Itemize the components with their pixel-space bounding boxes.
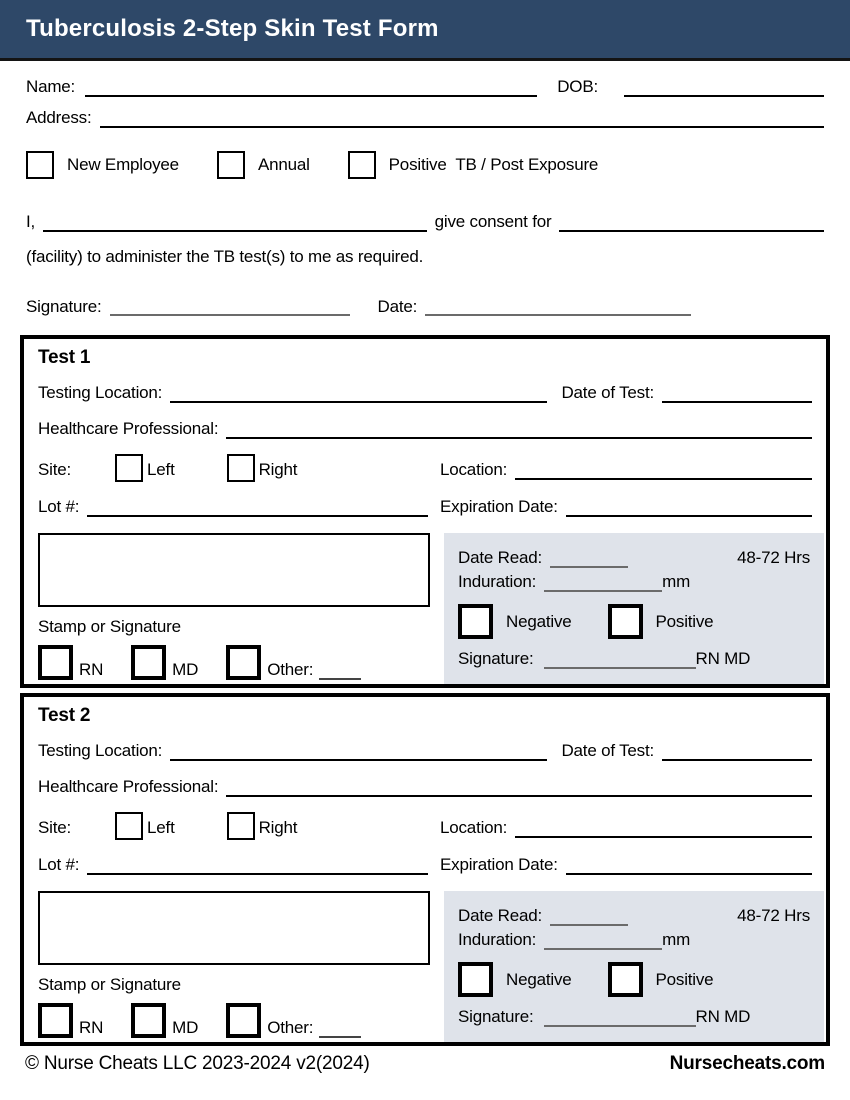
positive-tb-label: Positive TB / Post Exposure xyxy=(388,155,599,174)
new-employee-label: New Employee xyxy=(67,155,179,174)
test2-site-left-label: Left xyxy=(147,818,175,837)
new-employee-group xyxy=(26,151,179,179)
test1-md-label: MD xyxy=(172,660,199,679)
test1-title: Test 1 xyxy=(38,347,91,368)
test2-other-checkbox[interactable] xyxy=(226,1003,261,1038)
test2-date-of-test-label: Date of Test: xyxy=(561,741,654,760)
test1-date-read-field[interactable] xyxy=(550,546,628,568)
test1-location-date-row xyxy=(38,381,812,405)
test2-location-label: Location: xyxy=(440,818,508,837)
test1-date-read-row xyxy=(458,546,810,570)
test2-rn-label: RN xyxy=(79,1018,104,1037)
test1-reader-signature-label: Signature: xyxy=(458,649,534,668)
test2-read-panel xyxy=(444,891,824,1042)
test1-lot-field[interactable] xyxy=(87,495,428,517)
test1-site-label: Site: xyxy=(38,460,72,479)
test2-bottom-zone xyxy=(38,891,824,1042)
test1-site-right-checkbox[interactable] xyxy=(227,454,255,482)
test2-positive-checkbox[interactable] xyxy=(608,962,643,997)
test1-induration-row xyxy=(458,570,810,594)
consent-section xyxy=(0,210,850,319)
test1-credential-row xyxy=(38,645,430,684)
test1-induration-label: Induration: xyxy=(458,572,537,591)
test2-site-right-checkbox[interactable] xyxy=(227,812,255,840)
test1-testing-location-label: Testing Location: xyxy=(38,383,163,402)
patient-info-section xyxy=(0,75,850,130)
consent-signature-field[interactable] xyxy=(110,294,350,316)
test2-md-checkbox[interactable] xyxy=(131,1003,166,1038)
address-row xyxy=(26,106,824,130)
test2-rn-checkbox[interactable] xyxy=(38,1003,73,1038)
annual-group xyxy=(217,151,310,179)
test2-reader-signature-label: Signature: xyxy=(458,1007,534,1026)
consent-facility-field[interactable] xyxy=(559,210,824,232)
test1-negative-checkbox[interactable] xyxy=(458,604,493,639)
dob-field[interactable] xyxy=(624,75,824,97)
new-employee-checkbox[interactable] xyxy=(26,151,54,179)
test2-expiration-field[interactable] xyxy=(566,853,812,875)
test1-other-label: Other: xyxy=(267,660,314,679)
test1-read-window-label: 48-72 Hrs xyxy=(737,548,810,567)
test1-location-label: Location: xyxy=(440,460,508,479)
test2-negative-checkbox[interactable] xyxy=(458,962,493,997)
test1-induration-unit: mm xyxy=(662,572,691,591)
test2-read-window-label: 48-72 Hrs xyxy=(737,906,810,925)
positive-tb-checkbox[interactable] xyxy=(348,151,376,179)
test2-location-group xyxy=(440,816,812,840)
dob-label: DOB: xyxy=(557,77,598,96)
address-field[interactable] xyxy=(100,106,825,128)
test2-hcp-label: Healthcare Professional: xyxy=(38,777,219,796)
test2-site-label: Site: xyxy=(38,818,72,837)
test1-bottom-zone xyxy=(38,533,824,684)
test2-other-field[interactable] xyxy=(319,1020,361,1038)
consent-date-field[interactable] xyxy=(425,294,691,316)
test2-hcp-row xyxy=(38,775,812,799)
test1-reader-signature-row xyxy=(458,647,810,671)
form-title: Tuberculosis 2-Step Skin Test Form xyxy=(26,15,439,42)
test1-stamp-label: Stamp or Signature xyxy=(38,617,181,636)
test2-date-of-test-field[interactable] xyxy=(662,739,812,761)
test1-other-field[interactable] xyxy=(319,662,361,680)
test1-rn-label: RN xyxy=(79,660,104,679)
test1-hcp-label: Healthcare Professional: xyxy=(38,419,219,438)
test1-site-location-row xyxy=(38,454,812,482)
test2-md-label: MD xyxy=(172,1018,199,1037)
test2-induration-unit: mm xyxy=(662,930,691,949)
test1-result-row xyxy=(458,604,810,639)
test2-stamp-label: Stamp or Signature xyxy=(38,975,181,994)
test2-induration-field[interactable] xyxy=(544,928,662,950)
test2-positive-label: Positive xyxy=(655,969,714,989)
form-header-banner xyxy=(0,0,850,61)
test1-expiration-field[interactable] xyxy=(566,495,812,517)
test1-lot-group xyxy=(38,495,428,519)
test1-site-right-label: Right xyxy=(258,460,298,479)
test2-reader-signature-field[interactable] xyxy=(544,1005,696,1027)
test2-site-location-row xyxy=(38,812,812,840)
name-label: Name: xyxy=(26,77,76,96)
test2-stamp-box[interactable] xyxy=(38,891,430,965)
test1-date-read-label: Date Read: xyxy=(458,548,542,567)
test2-site-group xyxy=(38,812,428,840)
form-footer xyxy=(0,1053,850,1075)
test1-date-of-test-label: Date of Test: xyxy=(561,383,654,402)
test1-other-checkbox[interactable] xyxy=(226,645,261,680)
test2-other-label: Other: xyxy=(267,1018,314,1037)
facility-statement: (facility) to administer the TB test(s) to me as required. xyxy=(26,247,424,266)
test2-testing-location-field[interactable] xyxy=(170,739,547,761)
test1-site-group xyxy=(38,454,428,482)
test1-hcp-field[interactable] xyxy=(226,417,812,439)
consent-signature-label: Signature: xyxy=(26,297,102,316)
test2-location-date-row xyxy=(38,739,812,763)
test1-hcp-row xyxy=(38,417,812,441)
test1-positive-label: Positive xyxy=(655,611,714,631)
test2-date-read-row xyxy=(458,904,810,928)
test1-section xyxy=(20,335,830,688)
test1-location-group xyxy=(440,458,812,482)
test2-expiration-group xyxy=(440,853,812,877)
test2-induration-row xyxy=(458,928,810,952)
consent-name-field[interactable] xyxy=(43,210,427,232)
test1-expiration-group xyxy=(440,495,812,519)
test1-md-checkbox[interactable] xyxy=(131,645,166,680)
copyright-text: © Nurse Cheats LLC 2023-2024 v2(2024) xyxy=(25,1053,370,1074)
test1-negative-label: Negative xyxy=(506,611,572,631)
test1-rn-md-suffix: RN MD xyxy=(695,649,751,668)
test2-site-right-label: Right xyxy=(258,818,298,837)
test1-positive-checkbox[interactable] xyxy=(608,604,643,639)
test1-expiration-label: Expiration Date: xyxy=(440,497,558,516)
positive-tb-group xyxy=(348,151,599,179)
test1-lot-expiration-row xyxy=(38,495,812,519)
test2-stamp-column xyxy=(38,891,430,1042)
test2-induration-label: Induration: xyxy=(458,930,537,949)
test2-lot-expiration-row xyxy=(38,853,812,877)
test1-lot-label: Lot #: xyxy=(38,497,80,516)
test1-date-of-test-field[interactable] xyxy=(662,381,812,403)
consent-date-label: Date: xyxy=(377,297,418,316)
annual-label: Annual xyxy=(257,155,310,174)
consent-i-label: I, xyxy=(26,212,36,231)
test1-induration-field[interactable] xyxy=(544,570,662,592)
test2-section xyxy=(20,693,830,1046)
test2-lot-label: Lot #: xyxy=(38,855,80,874)
test2-negative-label: Negative xyxy=(506,969,572,989)
test1-site-left-checkbox[interactable] xyxy=(115,454,143,482)
test2-date-read-label: Date Read: xyxy=(458,906,542,925)
name-dob-row xyxy=(26,75,824,99)
test1-site-left-label: Left xyxy=(147,460,175,479)
test1-rn-checkbox[interactable] xyxy=(38,645,73,680)
test2-rn-md-suffix: RN MD xyxy=(695,1007,751,1026)
website-text: Nursecheats.com xyxy=(669,1053,825,1074)
test1-reader-signature-field[interactable] xyxy=(544,647,696,669)
test1-location-field[interactable] xyxy=(515,458,812,480)
address-label: Address: xyxy=(26,108,92,127)
test2-hcp-field[interactable] xyxy=(226,775,812,797)
test1-stamp-box[interactable] xyxy=(38,533,430,607)
test2-credential-row xyxy=(38,1003,430,1042)
test2-reader-signature-row xyxy=(458,1005,810,1029)
test2-lot-group xyxy=(38,853,428,877)
test2-date-read-field[interactable] xyxy=(550,904,628,926)
test2-result-row xyxy=(458,962,810,997)
test1-read-panel xyxy=(444,533,824,684)
test2-title: Test 2 xyxy=(38,705,91,726)
test2-expiration-label: Expiration Date: xyxy=(440,855,558,874)
test2-site-left-checkbox[interactable] xyxy=(115,812,143,840)
test2-location-field[interactable] xyxy=(515,816,812,838)
name-field[interactable] xyxy=(85,75,537,97)
consent-row xyxy=(26,210,824,234)
annual-checkbox[interactable] xyxy=(217,151,245,179)
consent-signature-row xyxy=(26,294,824,319)
test2-lot-field[interactable] xyxy=(87,853,428,875)
give-consent-label: give consent for xyxy=(434,212,552,231)
test1-testing-location-field[interactable] xyxy=(170,381,547,403)
test2-testing-location-label: Testing Location: xyxy=(38,741,163,760)
test1-stamp-column xyxy=(38,533,430,684)
test-type-checkbox-row xyxy=(0,151,850,179)
